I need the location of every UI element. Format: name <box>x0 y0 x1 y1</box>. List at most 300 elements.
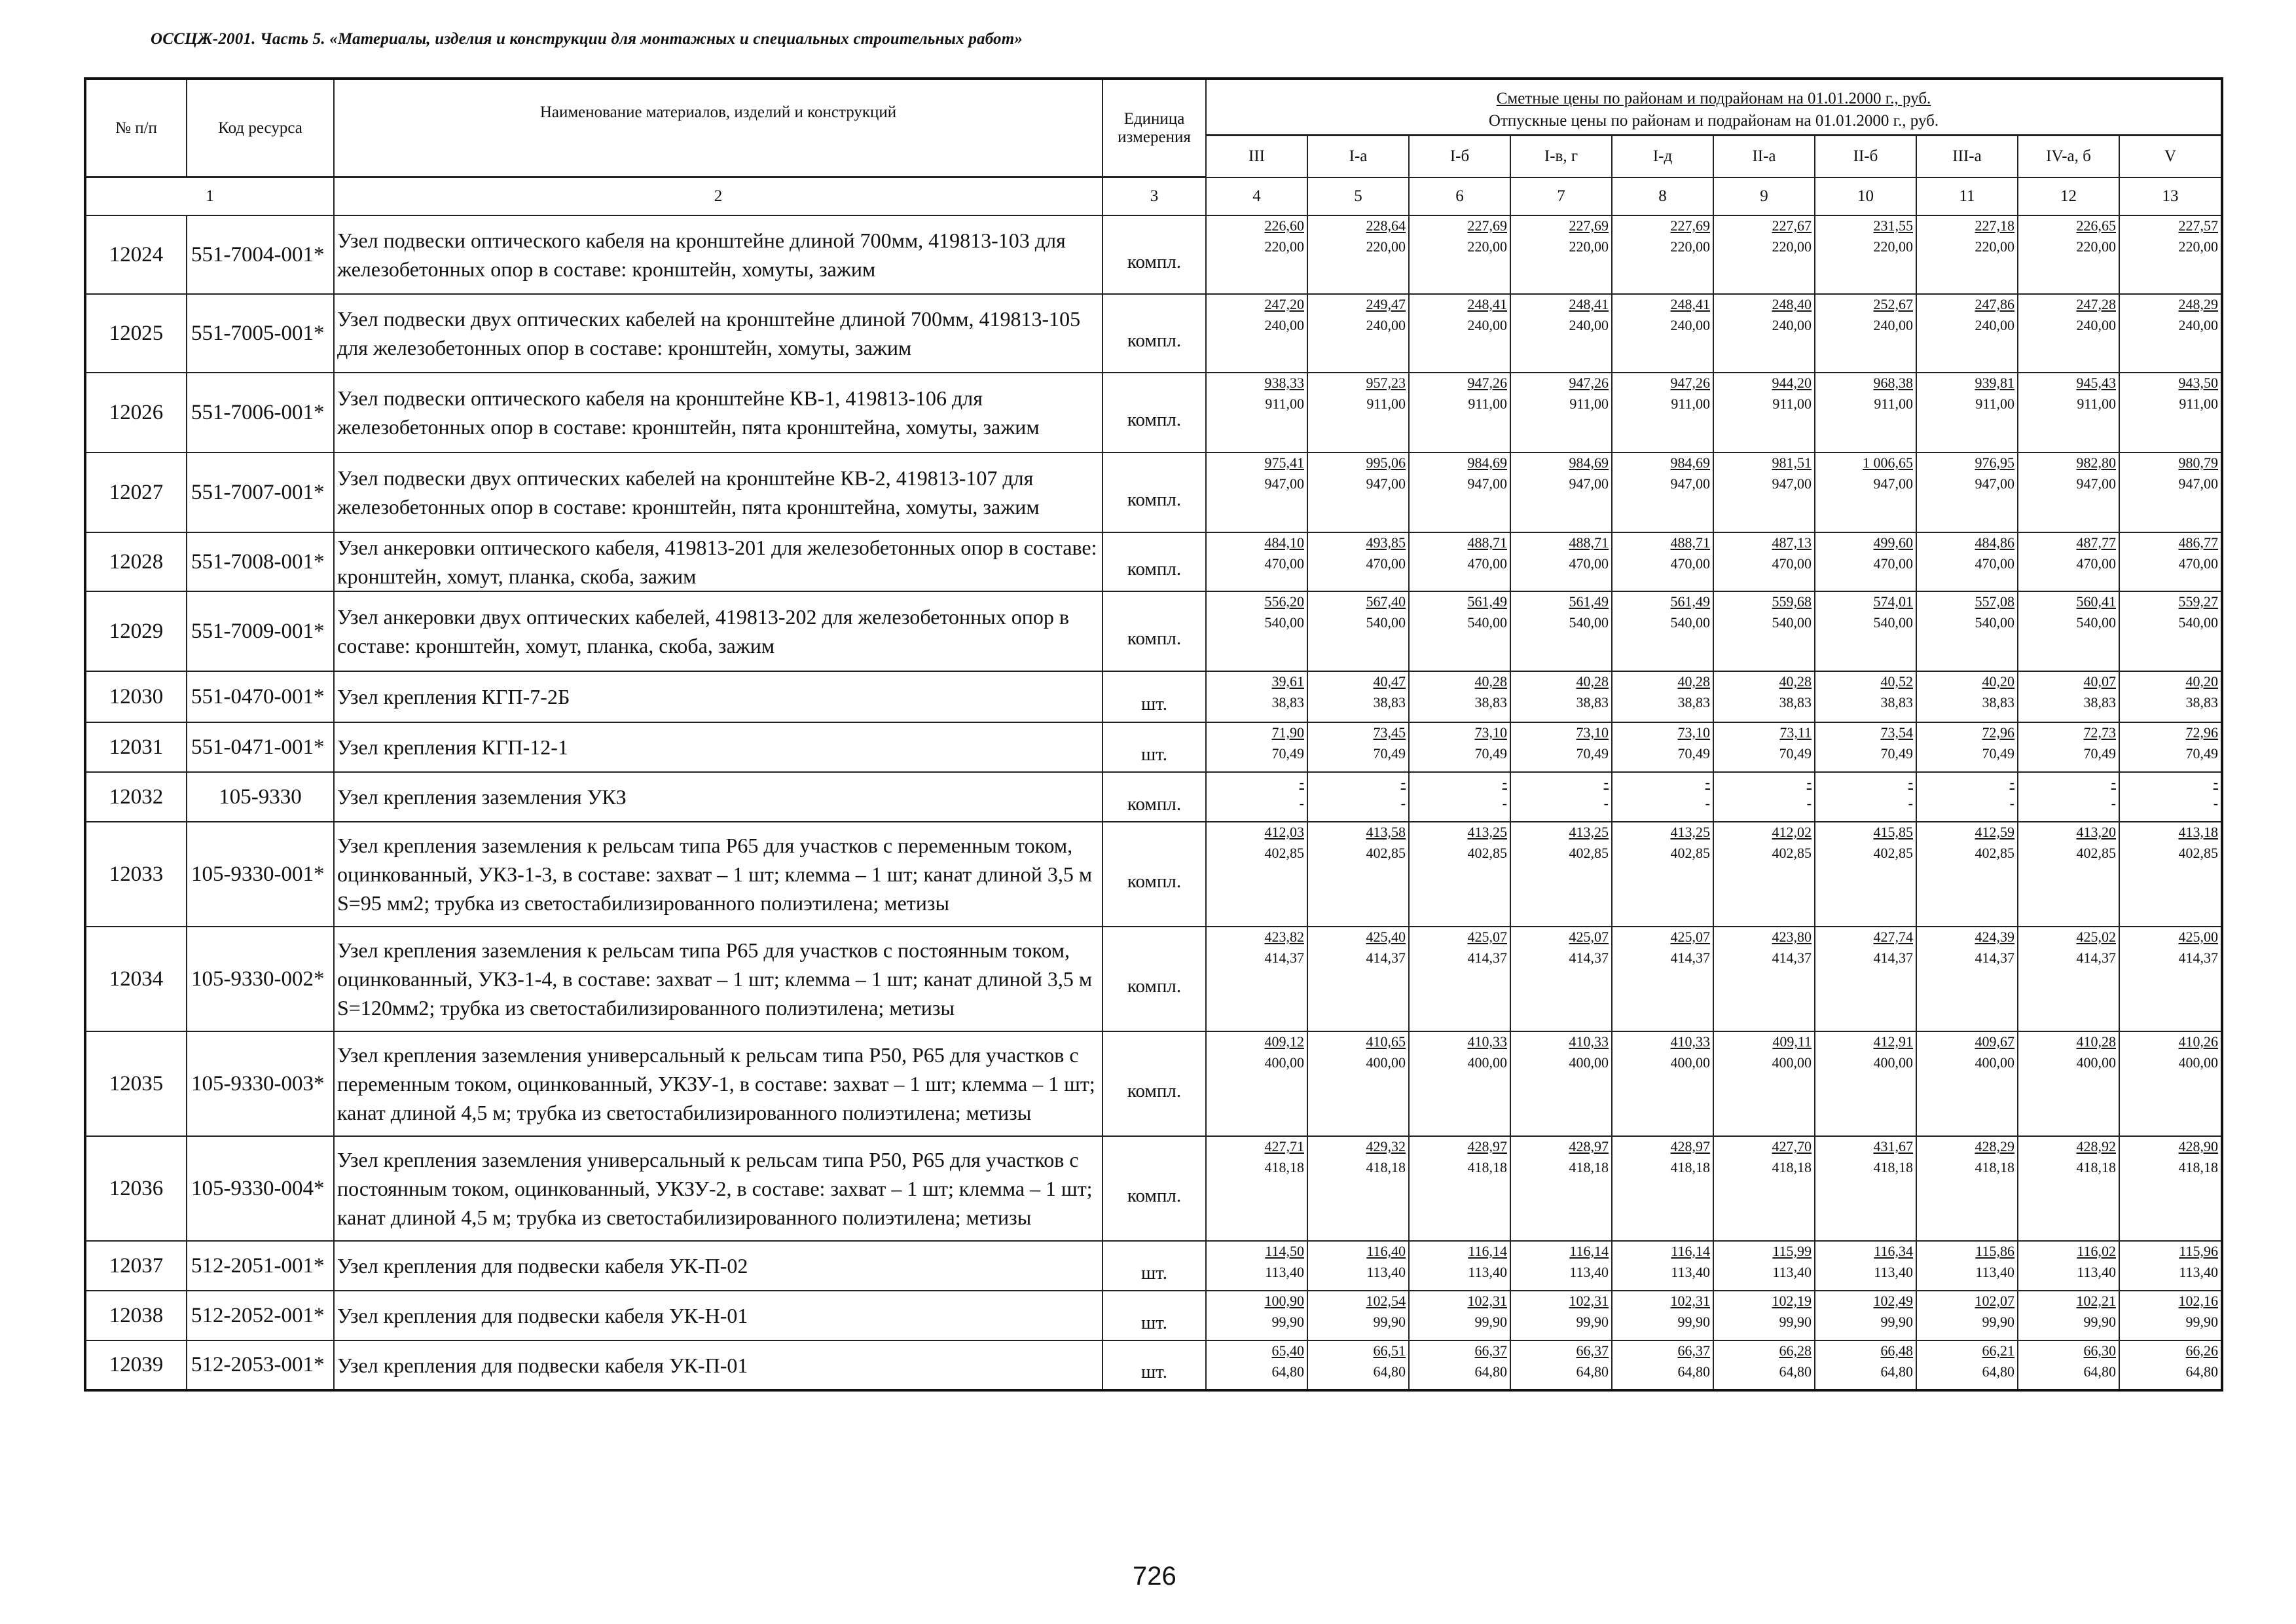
material-name: Узел крепления заземления универсальный к рельсам типа Р50, Р65 для участков с переменным током, оцинкованный, УКЗУ-1, в составе: захват – 1 шт; клемма – 1 шт; канат длиной 4,5 м; трубка из светостабилизированного полиэтилена; метизы <box>334 1031 1102 1136</box>
release-price: - <box>1299 795 1304 811</box>
price-cell <box>1612 373 1713 452</box>
release-price: 414,37 <box>1873 950 1913 966</box>
release-price: 113,40 <box>1772 1264 1812 1280</box>
release-price: 470,00 <box>1670 555 1710 572</box>
release-price: 220,00 <box>1975 238 2014 255</box>
release-price: 911,00 <box>1265 396 1304 412</box>
release-price: 418,18 <box>1467 1159 1507 1175</box>
price-cell <box>2018 1241 2119 1291</box>
release-price: 418,18 <box>1975 1159 2014 1175</box>
price-cell <box>1713 591 1815 671</box>
row-number: 12036 <box>85 1136 187 1241</box>
region-header: III-а <box>1916 135 2018 177</box>
estimate-price: 487,13 <box>1772 534 1812 551</box>
row-number: 12034 <box>85 927 187 1031</box>
price-cell <box>1916 671 2018 722</box>
release-price: 70,49 <box>1779 745 1812 762</box>
estimate-price: 102,31 <box>1670 1293 1710 1309</box>
price-cell <box>2119 1241 2222 1291</box>
price-cell <box>2018 722 2119 772</box>
price-cell <box>1815 591 1916 671</box>
estimate-price: 410,65 <box>1366 1033 1406 1050</box>
release-price: 414,37 <box>1467 950 1507 966</box>
release-price: 70,49 <box>1677 745 1710 762</box>
price-cell <box>1713 373 1815 452</box>
unit-of-measure: шт. <box>1102 671 1206 722</box>
release-price: 947,00 <box>1366 475 1406 492</box>
table-row <box>85 1136 2222 1241</box>
table-row <box>85 215 2222 294</box>
resource-code: 551-7005-001* <box>187 294 334 373</box>
price-cell <box>1612 722 1713 772</box>
price-cell <box>1409 1241 1510 1291</box>
release-price: 911,00 <box>2077 396 2116 412</box>
release-price: - <box>1400 795 1406 811</box>
release-price: 240,00 <box>1467 317 1507 333</box>
price-cell <box>2119 722 2222 772</box>
price-cell <box>2018 215 2119 294</box>
estimate-price: 116,14 <box>1671 1243 1710 1259</box>
release-price: 220,00 <box>1366 238 1406 255</box>
price-cell <box>1916 927 2018 1031</box>
region-header: III <box>1206 135 1307 177</box>
price-cell <box>1612 1340 1713 1390</box>
estimate-price: 981,51 <box>1772 454 1812 471</box>
unit-of-measure: компл. <box>1102 1136 1206 1241</box>
release-price: 540,00 <box>2076 614 2116 631</box>
release-price: 240,00 <box>1873 317 1913 333</box>
estimate-price: 945,43 <box>2076 375 2116 391</box>
price-cell <box>2119 1340 2222 1390</box>
resource-code: 551-7008-001* <box>187 532 334 591</box>
estimate-price: 557,08 <box>1975 593 2014 610</box>
release-price: 220,00 <box>1569 238 1609 255</box>
release-price: 38,83 <box>1271 694 1304 710</box>
estimate-price: 415,85 <box>1873 824 1913 840</box>
estimate-price: 561,49 <box>1569 593 1609 610</box>
estimate-price: 247,20 <box>1264 296 1304 312</box>
price-cell <box>1409 294 1510 373</box>
release-price: 947,00 <box>2178 475 2219 492</box>
release-price: 400,00 <box>1569 1054 1609 1071</box>
estimate-price: 247,28 <box>2076 296 2116 312</box>
estimate-price: 410,33 <box>1467 1033 1507 1050</box>
resource-code: 551-7007-001* <box>187 452 334 532</box>
release-price: 418,18 <box>1873 1159 1913 1175</box>
estimate-price: 424,39 <box>1975 929 2014 945</box>
price-cell <box>2018 772 2119 822</box>
estimate-price: 410,26 <box>2178 1033 2219 1050</box>
release-price: 240,00 <box>1366 317 1406 333</box>
release-price: 99,90 <box>1982 1314 2014 1330</box>
price-cell <box>1916 1241 2018 1291</box>
price-cell <box>2018 591 2119 671</box>
price-cell <box>1713 1340 1815 1390</box>
release-price: 70,49 <box>2083 745 2116 762</box>
estimate-price: 72,73 <box>2083 724 2116 741</box>
estimate-price: 115,86 <box>1975 1243 2014 1259</box>
estimate-price: 947,26 <box>1467 375 1507 391</box>
price-cell <box>1409 1291 1510 1340</box>
price-cell <box>1206 1241 1307 1291</box>
estimate-price: 115,96 <box>2179 1243 2219 1259</box>
price-cell <box>1713 1241 1815 1291</box>
price-cell <box>1612 1031 1713 1136</box>
price-cell <box>1307 1136 1409 1241</box>
release-price: 470,00 <box>1873 555 1913 572</box>
row-number: 12031 <box>85 722 187 772</box>
table-row <box>85 1340 2222 1390</box>
price-cell <box>1409 927 1510 1031</box>
estimate-price: 227,69 <box>1670 217 1710 234</box>
price-cell <box>1713 1291 1815 1340</box>
estimate-price: 409,11 <box>1772 1033 1812 1050</box>
release-price: 70,49 <box>2185 745 2219 762</box>
column-number: 3 <box>1102 177 1206 216</box>
estimate-price: 957,23 <box>1366 375 1406 391</box>
estimate-price: 943,50 <box>2178 375 2219 391</box>
estimate-price: - <box>1908 774 1913 790</box>
resource-code: 105-9330-004* <box>187 1136 334 1241</box>
release-price: 400,00 <box>2076 1054 2116 1071</box>
release-price: 911,00 <box>1772 396 1812 412</box>
estimate-price: 40,20 <box>1982 673 2014 690</box>
price-cell <box>2018 294 2119 373</box>
estimate-price: 425,40 <box>1366 929 1406 945</box>
table-row <box>85 452 2222 532</box>
price-cell <box>1206 671 1307 722</box>
estimate-price: 102,19 <box>1772 1293 1812 1309</box>
release-price: 418,18 <box>1670 1159 1710 1175</box>
price-cell <box>2018 671 2119 722</box>
price-cell <box>1206 1340 1307 1390</box>
estimate-price: 102,31 <box>1467 1293 1507 1309</box>
price-cell <box>2119 373 2222 452</box>
row-number: 12033 <box>85 822 187 927</box>
release-price: 240,00 <box>2178 317 2219 333</box>
price-cell <box>1815 927 1916 1031</box>
price-cell <box>1916 591 2018 671</box>
price-cell <box>1612 671 1713 722</box>
price-cell <box>1409 215 1510 294</box>
price-cell <box>1409 591 1510 671</box>
row-number: 12039 <box>85 1340 187 1390</box>
estimate-price: 423,82 <box>1264 929 1304 945</box>
release-price: 99,90 <box>1779 1314 1812 1330</box>
price-cell <box>2119 591 2222 671</box>
estimate-price: 968,38 <box>1873 375 1913 391</box>
estimate-price: 428,97 <box>1467 1138 1507 1154</box>
release-price: 911,00 <box>1671 396 1710 412</box>
release-price: 470,00 <box>1467 555 1507 572</box>
release-price: 911,00 <box>1468 396 1507 412</box>
estimate-price: 561,49 <box>1467 593 1507 610</box>
price-cell <box>1612 772 1713 822</box>
release-price: 414,37 <box>2076 950 2116 966</box>
estimate-price: 423,80 <box>1772 929 1812 945</box>
price-cell <box>1815 772 1916 822</box>
release-price: 113,40 <box>1874 1264 1913 1280</box>
price-cell <box>1206 772 1307 822</box>
material-name: Узел крепления заземления к рельсам типа Р65 для участков с переменным током, оцинкованный, УКЗ-1-3, в составе: захват – 1 шт; клемма – 1 шт; канат длиной 3,5 м S=95 мм2; трубка из светостабилизированного полиэтилена; метизы <box>334 822 1102 927</box>
estimate-price: 574,01 <box>1873 593 1913 610</box>
estimate-price: 425,02 <box>2076 929 2116 945</box>
estimate-price: 252,67 <box>1873 296 1913 312</box>
material-name: Узел крепления для подвески кабеля УК-Н-01 <box>334 1291 1102 1340</box>
release-price: 540,00 <box>1873 614 1913 631</box>
price-cell <box>1510 1340 1612 1390</box>
price-cell <box>1307 452 1409 532</box>
price-cell <box>1916 1136 2018 1241</box>
estimate-price: 488,71 <box>1569 534 1609 551</box>
material-name: Узел подвески оптического кабеля на кронштейне длиной 700мм, 419813-103 для железобетонных опор в составе: кронштейн, хомуты, зажим <box>334 215 1102 294</box>
release-price: 64,80 <box>1576 1363 1609 1380</box>
header-prices-release: Отпускные цены по районам и подрайонам на 01.01.2000 г., руб. <box>1488 112 1939 130</box>
estimate-price: 114,50 <box>1265 1243 1304 1259</box>
row-number: 12024 <box>85 215 187 294</box>
resource-code: 105-9330 <box>187 772 334 822</box>
estimate-price: 227,57 <box>2178 217 2219 234</box>
release-price: 220,00 <box>1772 238 1812 255</box>
estimate-price: 428,29 <box>1975 1138 2014 1154</box>
price-cell <box>1815 215 1916 294</box>
release-price: 911,00 <box>2179 396 2219 412</box>
price-cell <box>1307 1291 1409 1340</box>
price-cell <box>1815 1340 1916 1390</box>
estimate-price: 39,61 <box>1271 673 1304 690</box>
price-cell <box>2018 532 2119 591</box>
price-cell <box>1815 294 1916 373</box>
release-price: 400,00 <box>1264 1054 1304 1071</box>
region-header: IV-а, б <box>2018 135 2119 177</box>
unit-of-measure: шт. <box>1102 1291 1206 1340</box>
release-price: 99,90 <box>1271 1314 1304 1330</box>
estimate-price: 488,71 <box>1467 534 1507 551</box>
release-price: 38,83 <box>1880 694 1913 710</box>
estimate-price: 939,81 <box>1975 375 2014 391</box>
release-price: 947,00 <box>1873 475 1913 492</box>
release-price: 240,00 <box>1772 317 1812 333</box>
unit-of-measure: компл. <box>1102 822 1206 927</box>
release-price: 240,00 <box>2076 317 2116 333</box>
material-name: Узел анкеровки двух оптических кабелей, 419813-202 для железобетонных опор в составе: кронштейн, хомут, планка, скоба, зажим <box>334 591 1102 671</box>
release-price: 99,90 <box>1373 1314 1406 1330</box>
estimate-price: 412,02 <box>1772 824 1812 840</box>
release-price: 99,90 <box>2083 1314 2116 1330</box>
price-cell <box>2119 1291 2222 1340</box>
row-number: 12030 <box>85 671 187 722</box>
estimate-price: 493,85 <box>1366 534 1406 551</box>
release-price: 402,85 <box>2178 845 2219 861</box>
header-prices <box>1206 79 2222 135</box>
estimate-price: 487,77 <box>2076 534 2116 551</box>
column-number: 10 <box>1815 177 1916 216</box>
header-code: Код ресурса <box>187 79 334 177</box>
price-cell <box>1510 772 1612 822</box>
price-cell <box>1510 671 1612 722</box>
estimate-price: 248,41 <box>1467 296 1507 312</box>
estimate-price: 227,67 <box>1772 217 1812 234</box>
document-header: ОССЦЖ-2001. Часть 5. «Материалы, изделия и конструкции для монтажных и специальных строительных работ» <box>151 30 1023 48</box>
price-cell <box>1510 373 1612 452</box>
estimate-price: 412,59 <box>1975 824 2014 840</box>
estimate-price: 102,49 <box>1873 1293 1913 1309</box>
estimate-price: 428,90 <box>2178 1138 2219 1154</box>
estimate-price: 427,70 <box>1772 1138 1812 1154</box>
estimate-price: 102,31 <box>1569 1293 1609 1309</box>
release-price: 418,18 <box>1569 1159 1609 1175</box>
release-price: 911,00 <box>1874 396 1913 412</box>
region-header: I-б <box>1409 135 1510 177</box>
release-price: 911,00 <box>1975 396 2014 412</box>
region-header: II-а <box>1713 135 1815 177</box>
release-price: 64,80 <box>1271 1363 1304 1380</box>
release-price: 38,83 <box>2083 694 2116 710</box>
unit-of-measure: шт. <box>1102 722 1206 772</box>
estimate-price: 66,26 <box>2185 1342 2219 1359</box>
material-name: Узел подвески оптического кабеля на кронштейне КВ-1, 419813-106 для железобетонных опор в составе: кронштейн, пята кронштейна, хомуты, зажим <box>334 373 1102 452</box>
estimate-price: 412,03 <box>1264 824 1304 840</box>
estimate-price: - <box>1299 774 1304 790</box>
resource-code: 551-7004-001* <box>187 215 334 294</box>
release-price: 418,18 <box>2178 1159 2219 1175</box>
release-price: 540,00 <box>1772 614 1812 631</box>
estimate-price: - <box>2213 774 2219 790</box>
price-cell <box>2018 1340 2119 1390</box>
release-price: 38,83 <box>1779 694 1812 710</box>
price-table <box>84 77 2223 1392</box>
release-price: 64,80 <box>1779 1363 1812 1380</box>
estimate-price: 66,37 <box>1677 1342 1710 1359</box>
price-cell <box>2018 1136 2119 1241</box>
price-cell <box>2018 822 2119 927</box>
release-price: 414,37 <box>2178 950 2219 966</box>
price-cell <box>1206 591 1307 671</box>
release-price: 400,00 <box>2178 1054 2219 1071</box>
estimate-price: 72,96 <box>1982 724 2014 741</box>
estimate-price: 65,40 <box>1271 1342 1304 1359</box>
release-price: 220,00 <box>2076 238 2116 255</box>
release-price: 470,00 <box>1264 555 1304 572</box>
release-price: 220,00 <box>1264 238 1304 255</box>
release-price: 414,37 <box>1264 950 1304 966</box>
estimate-price: 248,40 <box>1772 296 1812 312</box>
table-row <box>85 1291 2222 1340</box>
release-price: 113,40 <box>1366 1264 1406 1280</box>
release-price: 113,40 <box>1265 1264 1304 1280</box>
price-cell <box>2018 927 2119 1031</box>
column-number-row <box>85 177 2222 216</box>
price-cell <box>1206 1136 1307 1241</box>
release-price: 470,00 <box>1366 555 1406 572</box>
price-cell <box>1510 591 1612 671</box>
price-cell <box>1815 722 1916 772</box>
estimate-price: 231,55 <box>1873 217 1913 234</box>
estimate-price: 559,27 <box>2178 593 2219 610</box>
price-cell <box>1916 1291 2018 1340</box>
release-price: - <box>2213 795 2219 811</box>
estimate-price: 409,12 <box>1264 1033 1304 1050</box>
price-cell <box>1307 1340 1409 1390</box>
estimate-price: 116,14 <box>1569 1243 1609 1259</box>
release-price: 911,00 <box>1569 396 1609 412</box>
unit-of-measure: компл. <box>1102 591 1206 671</box>
release-price: 947,00 <box>1467 475 1507 492</box>
release-price: 70,49 <box>1373 745 1406 762</box>
release-price: 220,00 <box>1467 238 1507 255</box>
price-cell <box>1510 1241 1612 1291</box>
price-cell <box>1713 294 1815 373</box>
resource-code: 551-0470-001* <box>187 671 334 722</box>
estimate-price: 102,21 <box>2076 1293 2116 1309</box>
estimate-price: 66,48 <box>1880 1342 1913 1359</box>
price-cell <box>1815 373 1916 452</box>
release-price: 947,00 <box>1670 475 1710 492</box>
price-cell <box>1510 722 1612 772</box>
header-name: Наименование материалов, изделий и конструкций <box>334 79 1102 177</box>
price-cell <box>2119 294 2222 373</box>
estimate-price: 980,79 <box>2178 454 2219 471</box>
price-cell <box>2119 822 2222 927</box>
estimate-price: 226,65 <box>2076 217 2116 234</box>
price-cell <box>1206 722 1307 772</box>
release-price: 418,18 <box>1366 1159 1406 1175</box>
release-price: 400,00 <box>1467 1054 1507 1071</box>
estimate-price: 409,67 <box>1975 1033 2014 1050</box>
resource-code: 105-9330-002* <box>187 927 334 1031</box>
estimate-price: 73,11 <box>1779 724 1812 741</box>
release-price: 240,00 <box>1569 317 1609 333</box>
price-cell <box>1612 1291 1713 1340</box>
price-cell <box>1612 822 1713 927</box>
price-cell <box>1510 215 1612 294</box>
release-price: 400,00 <box>1366 1054 1406 1071</box>
release-price: 99,90 <box>1474 1314 1507 1330</box>
estimate-price: 938,33 <box>1264 375 1304 391</box>
row-number: 12028 <box>85 532 187 591</box>
release-price: 947,00 <box>2076 475 2116 492</box>
release-price: 64,80 <box>1880 1363 1913 1380</box>
release-price: 947,00 <box>1264 475 1304 492</box>
table-row <box>85 591 2222 671</box>
estimate-price: 116,34 <box>1874 1243 1913 1259</box>
release-price: 540,00 <box>1467 614 1507 631</box>
release-price: 470,00 <box>2178 555 2219 572</box>
column-number: 12 <box>2018 177 2119 216</box>
estimate-price: 984,69 <box>1467 454 1507 471</box>
release-price: 414,37 <box>1772 950 1812 966</box>
estimate-price: 944,20 <box>1772 375 1812 391</box>
price-cell <box>1916 294 2018 373</box>
price-cell <box>2119 1136 2222 1241</box>
table-row <box>85 294 2222 373</box>
estimate-price: 413,58 <box>1366 824 1406 840</box>
row-number: 12026 <box>85 373 187 452</box>
release-price: 470,00 <box>1975 555 2014 572</box>
estimate-price: 226,60 <box>1264 217 1304 234</box>
estimate-price: 102,54 <box>1366 1293 1406 1309</box>
estimate-price: 499,60 <box>1873 534 1913 551</box>
price-cell <box>1815 1136 1916 1241</box>
estimate-price: 975,41 <box>1264 454 1304 471</box>
material-name: Узел подвески двух оптических кабелей на кронштейне длиной 700мм, 419813-105 для железобетонных опор в составе: кронштейн, хомуты, зажим <box>334 294 1102 373</box>
release-price: 911,00 <box>1366 396 1406 412</box>
release-price: - <box>1908 795 1913 811</box>
table-row <box>85 671 2222 722</box>
price-cell <box>1612 532 1713 591</box>
release-price: 402,85 <box>1670 845 1710 861</box>
price-cell <box>2018 1031 2119 1136</box>
